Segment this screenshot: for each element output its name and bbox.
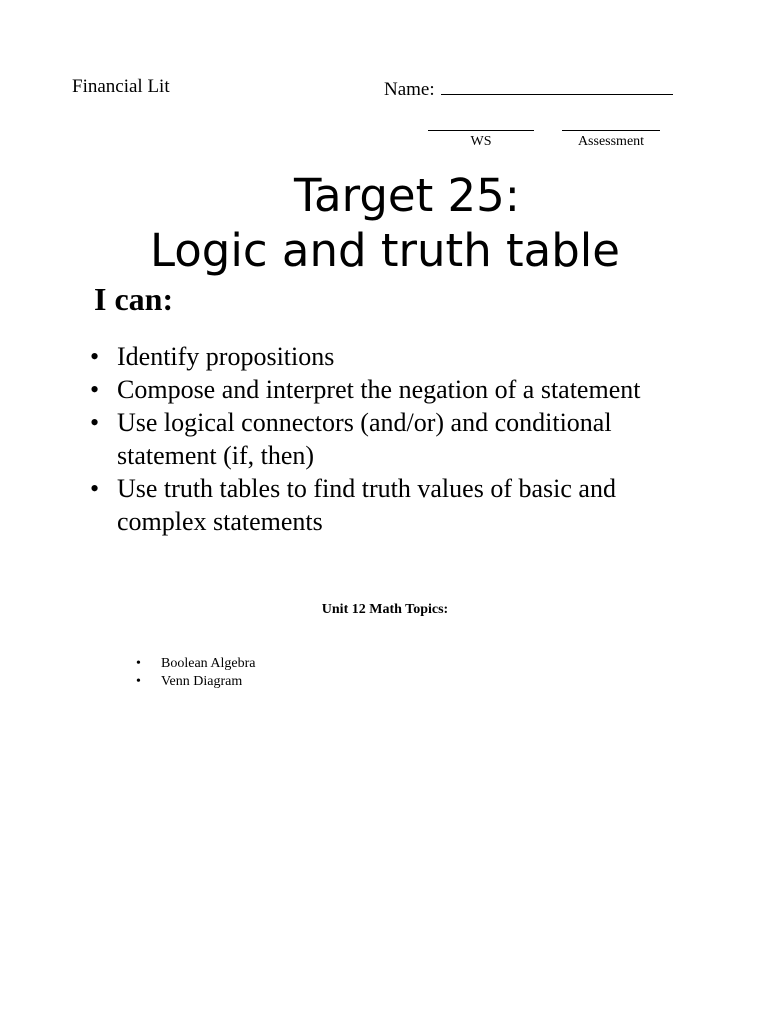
goal-text: Identify propositions <box>117 342 335 371</box>
topic-text: Venn Diagram <box>161 674 243 689</box>
unit-topics-heading: Unit 12 Math Topics: <box>321 602 449 617</box>
course-name: Financial Lit <box>72 76 170 97</box>
name-label: Name: <box>384 79 435 100</box>
bullet-icon: • <box>90 375 100 404</box>
ws-label: WS <box>470 134 492 149</box>
title-line-1: Target 25: <box>294 169 520 222</box>
goal-text-continued: complex statements <box>117 507 323 536</box>
learning-goals-list <box>90 340 730 538</box>
goal-text: Compose and interpret the negation of a statement <box>117 375 641 404</box>
bullet-icon: • <box>136 674 141 689</box>
assessment-blank-line[interactable] <box>562 130 660 131</box>
topic-text: Boolean Algebra <box>161 656 256 671</box>
goal-text: Use truth tables to find truth values of basic and <box>117 474 616 503</box>
list-item <box>90 472 730 538</box>
list-item <box>90 406 730 472</box>
name-field <box>384 76 673 101</box>
i-can-heading: I can: <box>94 281 174 317</box>
goal-text-continued: statement (if, then) <box>117 441 315 470</box>
list-item <box>134 673 255 691</box>
page-title <box>0 168 770 278</box>
ws-blank-line[interactable] <box>428 130 534 131</box>
title-line-2: Logic and truth table <box>150 224 620 277</box>
assessment-label: Assessment <box>577 134 645 149</box>
list-item <box>134 655 255 673</box>
bullet-icon: • <box>90 342 100 371</box>
bullet-icon: • <box>136 656 141 671</box>
list-item <box>90 373 730 406</box>
ws-score-box <box>428 130 534 150</box>
goal-text: Use logical connectors (and/or) and conditional <box>117 408 612 437</box>
bullet-icon: • <box>90 408 100 437</box>
name-blank-line[interactable] <box>441 76 673 95</box>
bullet-icon: • <box>90 474 100 503</box>
assessment-score-box <box>562 130 660 150</box>
unit-topics-list <box>134 655 255 691</box>
list-item <box>90 340 730 373</box>
